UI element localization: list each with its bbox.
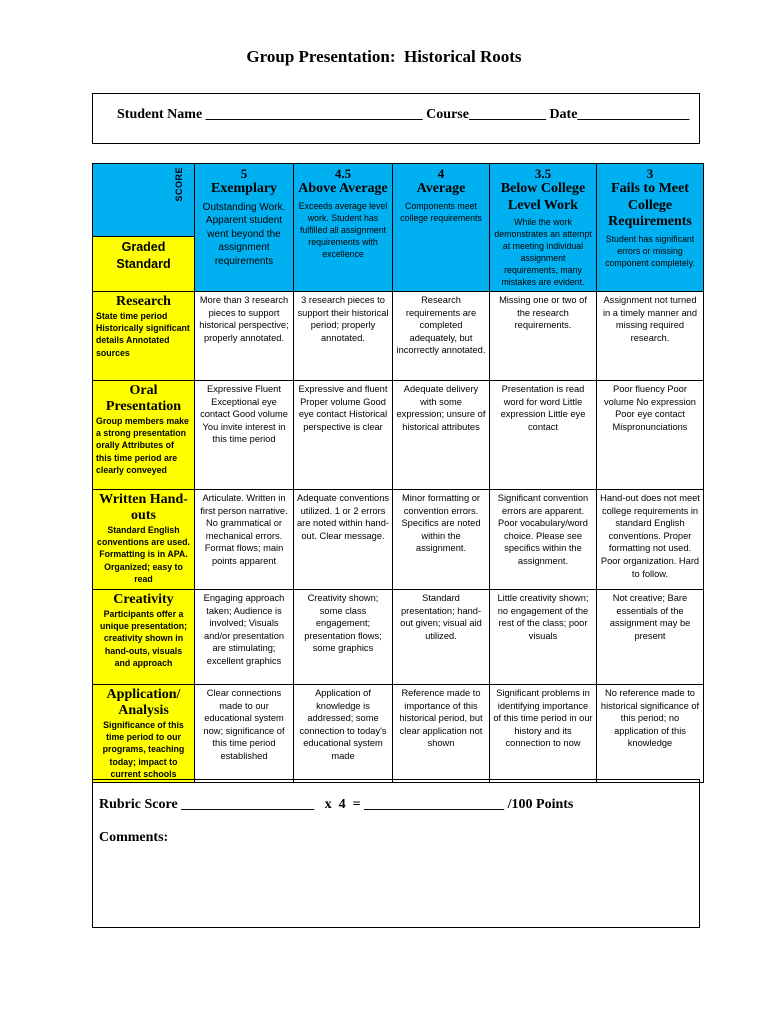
rubric-cell[interactable]: [195, 490, 294, 590]
rubric-cell-text: Minor formatting or convention errors. Specifics are noted within the assignment.: [401, 493, 481, 554]
rubric-cell[interactable]: [294, 685, 393, 783]
criterion-name: Application/ Analysis: [106, 687, 181, 718]
criterion-row-research: [93, 292, 704, 381]
rubric-cell-text: Creativity shown; some class engagement; presentation flows; some graphics: [304, 593, 382, 654]
rubric-cell[interactable]: [195, 685, 294, 783]
rubric-cell-text: Application of knowledge is addressed; some connection to today's educational system made: [299, 688, 387, 761]
level-score: 4: [437, 166, 445, 181]
rubric-cell-text: Significant convention errors are apparent. Poor vocabulary/word choice. Please see specifics within the assignment.: [497, 493, 589, 566]
graded-standard-cell: [93, 237, 195, 292]
rubric-cell[interactable]: [490, 292, 597, 381]
rubric-cell-text: No reference made to historical significance of this period; no application of this knowledge: [600, 688, 700, 749]
criterion-row-application-analysis: [93, 685, 704, 783]
level-name: Above Average: [298, 181, 388, 196]
score-comments-box: [92, 779, 700, 928]
level-header-4: [393, 164, 490, 292]
rubric-cell-text: Hand-out does not meet college requirements in standard English conventions. Proper formatting not used. Poor organization. Hard to follow.: [600, 493, 700, 579]
comments-label: Comments:: [99, 830, 169, 845]
rubric-cell[interactable]: [490, 685, 597, 783]
criterion-desc: State time period Historically significant details Annotated sources: [96, 311, 190, 358]
criterion-cell: [93, 490, 195, 590]
level-header-3-5: [490, 164, 597, 292]
rubric-cell[interactable]: [597, 590, 704, 685]
level-header-3: [597, 164, 704, 292]
criterion-cell: [93, 292, 195, 381]
rubric-cell-text: More than 3 research pieces to support historical perspective; properly annotated.: [199, 295, 289, 343]
level-header-5: [195, 164, 294, 292]
rubric-cell-text: Significant problems in identifying importance of this time period in our history and its connection to now: [493, 688, 593, 749]
student-info-box: [92, 93, 700, 144]
criterion-desc: Standard English conventions are used. Formatting is in APA. Organized; easy to read: [97, 525, 190, 584]
criterion-name: Research: [116, 294, 171, 309]
score-label-cell: [93, 164, 195, 237]
rubric-cell[interactable]: [195, 292, 294, 381]
student-info-line[interactable]: Student Name _______________________________ Course___________ Date________________: [117, 107, 690, 122]
rubric-cell-text: Adequate conventions utilized. 1 or 2 errors are noted within hand-out. Clear message.: [297, 493, 390, 541]
rubric-cell[interactable]: [393, 490, 490, 590]
rubric-cell-text: Not creative; Bare essentials of the assignment may be present: [609, 593, 691, 641]
level-name: Exemplary: [210, 181, 278, 196]
level-score: 3.5: [534, 166, 552, 181]
level-name: Average: [416, 181, 466, 196]
rubric-cell[interactable]: [195, 590, 294, 685]
rubric-cell[interactable]: [195, 381, 294, 490]
rubric-cell-text: Reference made to importance of this historical period, but clear application not shown: [399, 688, 483, 749]
rubric-cell[interactable]: [393, 381, 490, 490]
criterion-desc: Significance of this time period to our programs, teaching today; impact to current schools: [102, 720, 185, 779]
rubric-cell-text: Little creativity shown; no engagement of the rest of the class; poor visuals: [497, 593, 589, 641]
rubric-cell[interactable]: [393, 685, 490, 783]
rubric-cell[interactable]: [597, 685, 704, 783]
rubric-cell[interactable]: [393, 590, 490, 685]
rubric-cell-text: Engaging approach taken; Audience is involved; Visuals and/or presentation are stimulating; excellent graphics: [203, 593, 285, 666]
criterion-desc: Group members make a strong presentation orally Attributes of this time period are clearly conveyed: [96, 416, 189, 475]
level-header-4-5: [294, 164, 393, 292]
level-score: 5: [240, 166, 248, 181]
criterion-row-creativity: [93, 590, 704, 685]
rubric-cell[interactable]: [597, 381, 704, 490]
rubric-cell[interactable]: [490, 381, 597, 490]
rubric-cell[interactable]: [490, 590, 597, 685]
rubric-cell-text: Research requirements are completed adequately, but incorrectly annotated.: [396, 295, 486, 356]
rubric-cell-text: Adequate delivery with some expression; unsure of historical attributes: [396, 384, 486, 432]
criterion-name: Oral Presentation: [105, 383, 182, 414]
rubric-cell-text: Clear connections made to our educational system now; significance of this time period established: [203, 688, 285, 761]
rubric-cell-text: 3 research pieces to support their historical period; properly annotated.: [297, 295, 389, 343]
level-desc: Student has significant errors or missing component completely.: [605, 233, 695, 268]
rubric-cell-text: Expressive and fluent Proper volume Good eye contact Historical perspective is clear: [298, 384, 388, 432]
page-title: Group Presentation: Historical Roots: [246, 47, 522, 66]
criterion-desc: Participants offer a unique presentation; creativity shown in hand-outs, visuals and approach: [100, 609, 187, 668]
rubric-cell[interactable]: [597, 292, 704, 381]
criterion-row-written-hand-outs: [93, 490, 704, 590]
level-name: Below College Level Work: [500, 181, 586, 213]
rubric-cell-text: Articulate. Written in first person narrative. No grammatical or mechanical errors. Format flows; main points apparent: [200, 493, 288, 566]
rubric-cell[interactable]: [294, 292, 393, 381]
level-desc: While the work demonstrates an attempt at meeting individual assignment requirements, many mistakes are evident.: [494, 217, 592, 287]
rubric-cell[interactable]: [294, 381, 393, 490]
rubric-cell[interactable]: [490, 490, 597, 590]
criterion-cell: [93, 685, 195, 783]
level-desc: Outstanding Work. Apparent student went beyond the assignment requirements: [202, 201, 286, 267]
criterion-name: Written Hand-outs: [99, 492, 188, 523]
rubric-cell-text: Presentation is read word for word Little expression Little eye contact: [500, 384, 586, 432]
rubric-cell[interactable]: [294, 490, 393, 590]
rubric-cell-text: Assignment not turned in a timely manner and missing required research.: [602, 295, 698, 343]
rubric-cell[interactable]: [294, 590, 393, 685]
rubric-cell[interactable]: [597, 490, 704, 590]
rubric-cell-text: Poor fluency Poor volume No expression Poor eye contact Mispronunciations: [604, 384, 696, 432]
graded-standard-label: Graded Standard: [116, 240, 171, 271]
level-desc: Exceeds average level work. Student has fulfilled all assignment requirements with excellence: [298, 200, 388, 259]
level-score: 4.5: [334, 166, 352, 181]
rubric-cell[interactable]: [393, 292, 490, 381]
level-score: 3: [646, 166, 654, 181]
criterion-name: Creativity: [113, 592, 174, 607]
rubric-cell-text: Missing one or two of the research requirements.: [499, 295, 587, 331]
criterion-cell: [93, 590, 195, 685]
criterion-row-oral-presentation: [93, 381, 704, 490]
score-label: SCORE: [173, 167, 184, 202]
level-desc: Components meet college requirements: [400, 200, 482, 223]
rubric-score-line[interactable]: Rubric Score ___________________ x 4 = ____________________ /100 Points: [99, 797, 574, 812]
rubric-table: [92, 163, 704, 783]
rubric-cell-text: Expressive Fluent Exceptional eye contact Good volume You invite interest in this time period: [200, 384, 288, 445]
rubric-cell-text: Standard presentation; hand-out given; visual aid utilized.: [400, 593, 482, 641]
criterion-cell: [93, 381, 195, 490]
level-name: Fails to Meet College Requirements: [608, 181, 692, 229]
